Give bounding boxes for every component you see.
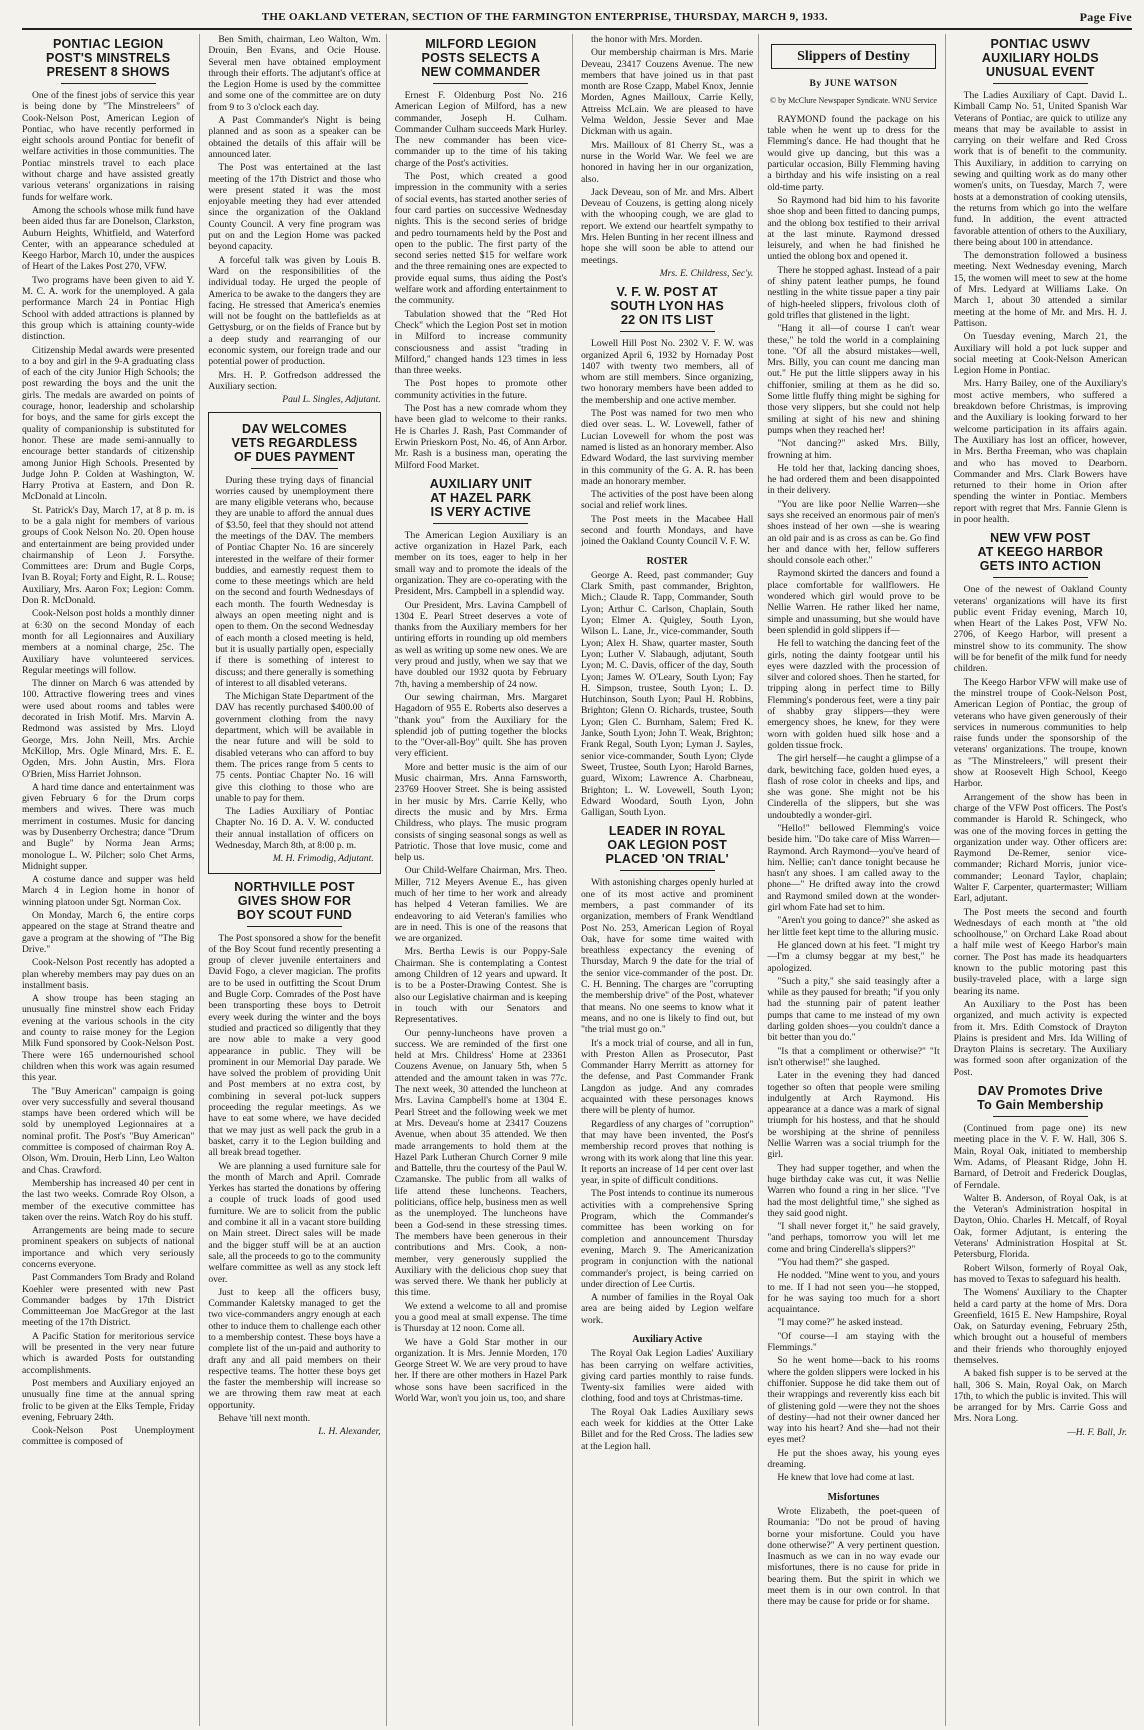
paragraph: Lowell Hill Post No. 2302 V. F. W. was organized April 6, 1932 by Hornaday Post 1407 with twenty two members, all of whom are still members. Since organizing, two honorary members have been added to the membership and one active member. — [580, 338, 754, 406]
headline — [581, 285, 753, 327]
paragraph: Mrs. Mailloux of 81 Cherry St., was a nurse in the World War. We feel we are honored in having her in our organization, also. — [580, 139, 754, 185]
headline-line: DAV WELCOMES — [242, 421, 347, 436]
paragraph: A baked fish supper is to be served at the hall, 306 S. Main, Royal Oak, on March 17th, to which the public is invited. This will be arranged for by Mrs. Carrie Goss and Mrs. Nora Long. — [953, 1368, 1127, 1425]
column-5 — [767, 34, 945, 1726]
headline-line: PLACED 'ON TRIAL' — [605, 852, 729, 867]
paragraph: The "Buy American" campaign is going over very successfully and several thousand stamps have been ordered which will be sold by unemployed Legionnaires at a nominal profit. The Post's "Buy American" committee is composed of chairman Roy A. Olson, Wm. Drouin, Herb Linn, Leo Walton and Chas. Crawford. — [22, 1085, 195, 1176]
headline-line: GIVES SHOW FOR — [237, 893, 352, 908]
paragraph: Ernest F. Oldenburg Post No. 216 American Legion of Milford, has a new commander, Joseph H. Culham. Commander Culham succeeds Mark Hurley. The new commander has been vice-commander up to the time of his taking charge of the Post's activities. — [394, 90, 567, 169]
headline — [395, 477, 567, 519]
paragraph: "You are like poor Nellie Warren—she says she received an enormous pair of men's shoes instead of her own —she is wearing an old pair and is as cross as can be. Go find her and dance with her, fellow sufferers should console each other." — [767, 498, 940, 567]
paragraph: Post members and Auxiliary enjoyed an unusually fine time at the annual spring frolic to be given at the Elks Temple, Friday evening, February 24th. — [22, 1377, 195, 1423]
headline-line: MILFORD LEGION — [425, 37, 537, 51]
article-dav-membership — [954, 1084, 1127, 1438]
headline-line: DAV Promotes Drive — [977, 1084, 1103, 1099]
story-title: Slippers of Destiny — [771, 44, 935, 69]
paragraph: He knew that love had come at last. — [777, 1472, 915, 1484]
headline-line: PONTIAC LEGION — [52, 37, 164, 51]
headline — [395, 37, 567, 79]
paragraph: He glanced down at his feet. "I might try—I'm a clumsy beggar at my best," he apologized. — [767, 939, 940, 974]
paragraph: An Auxiliary to the Post has been organized, and much activity is expected from it. Mrs. Edith Comstock of Drayton Plains is president and Mrs. Ida Willing of Drayton Plains is secretary. The Auxiliary was formed soon after organization of the Post. — [953, 998, 1127, 1078]
byline: By JUNE WATSON — [809, 79, 898, 90]
paragraph: The Ladies Auxiliary of Pontiac Chapter No. 16 D. A. V. W. conducted their annual installation of officers on Wednesday, March 8th, at 8:00 p. m. — [215, 806, 374, 851]
headline-line: V. F. W. POST AT — [616, 285, 718, 300]
paragraph: The Post meets the second and fourth Wednesdays of each month at "the old schoolhouse," on Orchard Lake Road about a half mile west of Keego Harbor's main corner. The Post has made its headquarters known to the public motoring past this busily-traveled place, with a large sign bearing its name. — [953, 906, 1127, 997]
paragraph: "Such a pity," she said teasingly after a while as they paused for breath; "if you only had the stunning pair of patent leather pumps that came to me instead of my own darling golden shoes—you couldn't dance a bit better than you do." — [767, 975, 940, 1044]
article-milford-legion — [395, 37, 567, 471]
masthead-title: THE OAKLAND VETERAN, SECTION OF THE FARMINGTON ENTERPRISE, THURSDAY, MARCH 9, 1933. — [261, 11, 828, 23]
paragraph: It's a mock trial of course, and all in fun, with Preston Allen as Prosecutor, Past Commander Harry Merritt as attorney for the defense, and Past Commander Frank Langdon as judge. And any comrades acquainted with these personages knows there will be plenty of humor. — [580, 1037, 754, 1117]
article-royal-oak — [581, 824, 753, 1452]
headline-line: To Gain Membership — [977, 1098, 1104, 1113]
subheading: Misfortunes — [827, 1491, 880, 1503]
paragraph: Our Child-Welfare Chairman, Mrs. Theo. Miller, 712 Meyers Avenue E., has given much of her time to her work and already has helped 4 Veteran families. We are endeavoring to aid Veteran's families who are in need. This is one of the reasons that we are organized. — [394, 865, 567, 945]
paragraph: Behave 'till next month. — [218, 1413, 311, 1425]
headline-rule — [61, 83, 156, 84]
paragraph: Mrs. Bertha Lewis is our Poppy-Sale Chairman. She is contemplating a Contest among Children of 12 years and upward. It is to be a Poster-Drawing Contest. She is also our Legislative chairman and is keeping in touch with our Senators and Representatives. — [394, 946, 567, 1026]
paragraph: "Is that a compliment or otherwise?" "It isn't otherwise!" she laughed. — [767, 1045, 940, 1068]
paragraph: He told her that, lacking dancing shoes, he had ordered them and been disappointed in their delivery. — [767, 462, 940, 497]
headline-line: NEW VFW POST — [990, 531, 1091, 546]
paragraph: With astonishing charges openly hurled at one of its most active and prominent members, a past commander of its organization, members of Frank Wendtland Post No. 253, American Legion of Royal Oak, have for some time waited with breathless expectancy the evening of Thursday, March 9 the date for the trial of the senior vice-commander of the post. Dr. C. H. Benning. The charges are "corrupting the membership drive" of the Post, whatever that means. No one seems to know what it means, and no one is likely to find out, but "the trial must go on." — [580, 877, 754, 1036]
headline — [954, 37, 1127, 79]
headline-line: UNUSUAL EVENT — [986, 65, 1095, 79]
signature: M. H. Frimodig, Adjutant. — [272, 853, 374, 865]
column-6 — [954, 34, 1132, 1726]
paragraph: The girl herself—he caught a glimpse of a dark, bewitching face, golden hued eyes, a flash of rose color in cheeks and lips, and she was gone. She might not be his Cinderella of the slippers, but she was undoubtedly a wonder-girl. — [767, 753, 940, 821]
headline-line: IS VERY ACTIVE — [430, 504, 531, 519]
paragraph: Walter B. Anderson, of Royal Oak, is at the Veteran's Administration hospital in Dayton, Ohio. Charles H. Metcalf, of Royal Oak, former Adjutant, is entering the Veterans' Administration Hospital at St. Petersburg, Florida. — [953, 1192, 1127, 1261]
paragraph: The Womens' Auxiliary to the Chapter held a card party at the home of Mrs. Dora Greenfield, 1615 E. New Hampshire, Royal Oak, on Saturday evening, February 25th, which brought out a houseful of members and their friends who thoroughly enjoyed themselves. — [953, 1287, 1127, 1366]
paragraph: Our membership chairman is Mrs. Marie Deveau, 23417 Couzens Avenue. The new members that have joined us in that past month are Rose Czapp, Mabel Knox, Jennie Morden, Agnes Mailloux, Carrie Kelly, Attreiss McLain. We are pleased to have Velma Weldon, Jessie Sever and Mae Dickman with us again. — [580, 47, 754, 138]
page-number: Page Five — [1079, 9, 1132, 24]
paragraph: Ben Smith, chairman, Leo Walton, Wm. Drouin, Ben Evans, and Ocie House. Several men have obtained employment through their efforts. The adjutant's office at the Legion Home is used by the committee and some one of the committee are on duty from 9 to 3 o'clock each day. — [208, 34, 381, 113]
paragraph: A Pacific Station for meritorious service will be presented in the very near future which is awarded Posts for outstanding accomplishments. — [22, 1330, 195, 1376]
headline-line: AUXILIARY UNIT — [429, 476, 532, 491]
article-misfortunes — [767, 1492, 939, 1608]
paragraph: Arrangements are being made to secure prominent speakers on subjects of national importance and which very seriously concerns everyone. — [22, 1225, 195, 1270]
headline-line: POSTS SELECTS A — [421, 51, 541, 65]
paragraph: We have a Gold Star mother in our organization. It is Mrs. Jennie Morden, 170 George Street W. We are very proud to have her. If there are other mothers in Hazel Park whose sons have been sacrificed in the World War, won't you join us, too, and share — [394, 1336, 567, 1405]
paragraph: We extend a welcome to all and promise you a good meal at small expense. The time is Thursday at 12 noon. Come all. — [394, 1300, 567, 1335]
headline-rule — [993, 83, 1088, 84]
paragraph: The Post meets in the Macabee Hall second and fourth Mondays, and have joined the Oakland County Council V. F. W. — [580, 513, 754, 548]
paragraph: On Tuesday evening, March 21, the Auxiliary will hold a pot luck supper and social meeting at Cook-Nelson American Legion Home in Pontiac. — [953, 331, 1127, 377]
headline-line: OF DUES PAYMENT — [233, 449, 356, 464]
paragraph: The Post, which created a good impression in the community with a series of social events, has started another series of four card parties on successive Wednesday nights. This is the second series of bridge and pedro tournaments held by the Post and open to the public. The first party of the second series netted $15 for welfare work and the three remaining ones are expected to provide equal sums, thus aiding the Post's welfare work and affording entertainment to the community. — [394, 171, 567, 307]
headline — [208, 880, 380, 922]
paragraph: The Keego Harbor VFW will make use of the minstrel troupe of Cook-Nelson Post, American Legion of Pontiac, the group of veterans who have given generously of their services in numerous communities to help raise funds under the sponsorship of the veterans' organizations. The troupe, known as "The Minstreleers," will present their show at Roosevelt High School, Keego Harbor. — [953, 676, 1127, 790]
headline-rule — [993, 1116, 1088, 1117]
paragraph: "Hello!" bellowed Flemming's voice beside him. "Do take care of Miss Warren—Raymond. Arch Raymond—you've heard of him. Nellie; can't dance tonight because he hasn't any shoes. I am called away to the phone—" He drifted away into the crowd and Raymond smiled down at the wonder-girl whom Fate had set to him. — [767, 823, 940, 914]
headline-line: AT KEEGO HARBOR — [977, 545, 1104, 560]
paragraph: Among the schools whose milk fund have been aided thus far are Donelson, Clarkston, Auburn Heights, Whitfield, and Waterford Center, with an appearance scheduled at Keego Harbor, March 10, under the auspices of Heart of the Lakes Post 270, VFW. — [22, 204, 195, 273]
paragraph: Just to keep all the officers busy, Commander Kaletsky managed to get the two vice-commanders angry enough at each other to induce them to challenge each other to a membership contest. These boys have a complete list of the un-paid and authority to draft any and all paid members on their respective teams. The hotter these boys get the faster the membership will increase so we are throwing them raw meat at each opportunity. — [208, 1286, 381, 1411]
subheading: Auxiliary Active — [632, 1333, 703, 1345]
paragraph: Two programs have been given to aid Y. M. C. A. work for the unemployed. A gala performance March 24 in Pontiac High School with added attractions is planned by this group which is attaining county-wide distinction. — [22, 274, 195, 343]
paragraph: We are planning a used furniture sale for the month of March and April. Comrade Yerkes has started the donations by offering a couple of truck loads of good used furniture. We are to solicit from the public and combine it all in a vacant store building on Main street. Direct sales will be made and the bigger stuff will be at an auction sale, all the proceeds to go to the community welfare committee as well as any stock left over. — [208, 1160, 381, 1285]
paragraph: The Post hopes to promote other community activities in the future. — [394, 378, 567, 401]
paragraph: Past Commanders Tom Brady and Roland Koehler were presented with new Past Commander badges by 17th District Committeeman Joe MacGregor at the last meeting of the 17th District. — [22, 1272, 195, 1329]
paragraph: On Monday, March 6, the entire corps appeared on the stage at Strand theatre and gave a program at the showing of "The Big Drive." — [22, 910, 195, 955]
paragraph: Our President, Mrs. Lavina Campbell of 1304 E. Pearl Street deserves a vote of thanks from the Auxiliary members for her untiring efforts in rounding up old members as well as writing up some new ones. We are very proud and justly, when we say that we have doubled our 1932 quota by February 7th, having a membership of 24 now. — [394, 599, 567, 690]
paragraph: "Hang it all—of course I can't wear these," he told the world in a complaining tone. "Of all the absurd mistakes—well, Mrs. Billy, you can count me dancing man out." He put the little slippers away in his chiffonier, smiling at them as he did so. Some little fluffy thing might be sighing for those very slippers, but she could not help smiling at sight of his new and shining pumps when they reached her! — [767, 323, 940, 436]
paragraph: So he went home—back to his rooms where the golden slippers were locked in his chiffonier. Suppose he did take them out of their wrappings and reverently kiss each bit of glistening gold —were they not the shoes of destiny—had not their owner danced her way into his heart? And she—had not their eyes met? — [767, 1355, 940, 1446]
paragraph: Citizenship Medal awards were presented to a boy and girl in the 9-A graduating class of each of the city Junior High Schools; the post rewarding the boys and the unit the girls. The medals are awarded on points of courage, honor, leadership and scholarship for boys, and the same for girls except the quality of companionship is substituted for honor. These are made semi-annually to encourage better standards of citizenship among Junior High Schools. Presented by Judge John P. Colden at Washington, W. Harry Protiva at Eastern, and Don R. McDonald at Lincoln. — [22, 344, 195, 503]
headline-line: NEW COMMANDER — [421, 65, 541, 79]
paragraph: The Post intends to continue its numerous activities with a comprehensive Spring Program, which the Commander's committee has been working on for completion and announcement Thursday evening, March 9. The Americanization program in conjunction with the national commander's project, is being carried on under direction of Lee Curtis. — [580, 1188, 754, 1290]
signature: —H. F. Ball, Jr. — [1067, 1426, 1127, 1438]
article-keego-harbor — [954, 531, 1127, 1078]
column-4 — [581, 34, 759, 1726]
headline — [22, 37, 194, 79]
article-south-lyon — [581, 285, 753, 818]
paragraph: A number of families in the Royal Oak area are being aided by Legion welfare work. — [580, 1292, 754, 1326]
paragraph: More and better music is the aim of our Music chairman, Mrs. Anna Farnsworth, 23769 Hoover Street. She is being assisted in her music by Mrs. Carrie Kelly, who directs the music and by Mrs. Erma Childress, who plays. The music program consists of singing seasonal songs as well as Patriotic. Those that love music, come and help us. — [394, 761, 567, 864]
headline-line: PRESENT 8 SHOWS — [46, 65, 170, 79]
paragraph: Cook-Nelson post holds a monthly dinner at 6:30 on the second Monday of each month for all Legionnaires and Auxiliary members at a nominal charge, 25c. The Auxiliary have volunteered services. Regular meetings will follow. — [22, 608, 195, 676]
paragraph: Arrangement of the show has been in charge of the VFW Post officers. The Post's commander is Harold R. Schingeck, who was one of the moving forces in getting the organization under way. Other officers are: Raymond De-Remer, senior vice-commander; Richard Morris, junior vice-commander; Leonard Taylor, chaplain; Walter F. Carpenter, quartermaster; William Earl, adjutant. — [953, 791, 1127, 905]
headline-rule — [251, 468, 338, 469]
paragraph: A Past Commander's Night is being planned and as soon as a speaker can be obtained the details of this affair will be announced later. — [208, 115, 381, 160]
paragraph: The Post has a new comrade whom they have been glad to welcome to their ranks. He is Charles J. Rash, Past Commander of Erwin Prieskorn Post, No. 46, of Ann Arbor. Mr. Rash is a business man, operating the Milford Food Market. — [394, 403, 567, 471]
paragraph: The Royal Oak Ladies Auxiliary sews each week for kiddies at the Otter Lake Billet and for the Red Cross. The ladies sew at the Legion hall. — [580, 1406, 754, 1452]
headline-line: POST'S MINSTRELS — [46, 51, 171, 65]
paragraph: RAYMOND found the package on his table when he went up to dress for the Flemming's dance. He had thought that he would give up dancing, but this was a particular occasion, Billy Flemming having a birthday and his wife insisting on a real old-time party. — [767, 113, 940, 193]
headline-line: VETS REGARDLESS — [231, 435, 358, 450]
paragraph: "Of course—I am staying with the Flemmings." — [767, 1330, 940, 1354]
article-pontiac-legion — [22, 37, 194, 1448]
paragraph: He fell to watching the dancing feet of the girls, noting the dainty footgear until his eyes were dazzled with the procession of silver and colored shoes. Then he started, for tripping along in perfect time to Billy Flemming's ponderous feet, were a tiny pair of shabby gray slippers—they were emergency shoes, he knew, for they were worn with golden hued silk hose and a golden tissue frock. — [767, 638, 940, 751]
paragraph: Cook-Nelson Post Unemployment committee is composed of — [22, 1425, 195, 1448]
paragraph: Robert Wilson, formerly of Royal Oak, has moved to Texas to safeguard his health. — [953, 1262, 1127, 1285]
paragraph: "You had them?" she gasped. — [777, 1256, 890, 1268]
headline-rule — [433, 523, 528, 524]
headline-line: AUXILIARY HOLDS — [981, 51, 1099, 65]
paragraph: St. Patrick's Day, March 17, at 8 p. m. is to be a gala night for members of various groups of Cook Nelson No. 20. Open house and entertainment are being provided under chairmanship of Leon J. Forsythe. Committees are: Drum and Bugle Corps, Ivan B. Royal; Forty and Eight, R. L. Rouse; Auxiliary, Mrs. Aaron Fox; Legion: Comm. Don R. McDonald. — [22, 504, 195, 607]
paragraph: Jack Deveau, son of Mr. and Mrs. Albert Deveau of Couzens, is getting along nicely with the whooping cough, we are glad to report. We extend our heartfelt sympathy to Mrs. Helen Bunting in her recent illness and hope she will soon be able to attend our meetings. — [580, 186, 754, 266]
paragraph: The Post was entertained at the last meeting of the 17th District and those who were present stated it was the most enjoyable meeting they had ever attended since the organization of the Oakland County Council. A very fine program was put on and the Legion Home was packed beyond capacity. — [208, 162, 381, 253]
paragraph: The Ladies Auxiliary of Capt. David L. Kimball Camp No. 51, United Spanish War Veterans of Pontiac, are quick to utilize any means that may be available to assist in carrying on their welfare and Red Cross work that is of benefit to the community. This Auxiliary, in addition to carrying on sewing and quilting work as do many other women's units, on Tuesday, March 7, were hosts at a demonstration of cooking utensils, the returns from which go into the welfare fund. In addition, the event attracted favorable attention of others to the Auxiliary, there being about 100 in attendance. — [953, 90, 1127, 248]
headline-line: AT HAZEL PARK — [430, 490, 532, 505]
paragraph: A show troupe has been staging an unusually fine minstrel show each Friday evening at the various schools in the city and county to raise money for the Legion Milk Fund sponsored by Cook-Nelson Post. There were 165 undernourished school children when this work was again resumed this year. — [22, 993, 195, 1084]
headline — [581, 824, 753, 866]
paragraph: During these trying days of financial worries caused by unemployment there are many eligible veterans who, because they are unable to afford the annual dues of $3.50, feel that they should not attend the meetings of the DAV. The members of Pontiac Chapter No. 16 are sincerely interested in the welfare of their former buddies, and earnestly request them to come to these meetings which are held on the second and fourth Wednesdays of each month. The fourth Wednesday is always an open meeting night and is open to them. On the second Wednesday of each month a closed meeting is held, but it is usually partially open, especially if there is something of interest to discuss; and there generally is something of interest to all disabled veterans. — [215, 474, 374, 689]
paragraph: He put the shoes away, his young eyes dreaming. — [767, 1447, 940, 1471]
headline-line: GETS INTO ACTION — [979, 559, 1101, 574]
paragraph: "I may come?" he asked instead. — [777, 1317, 903, 1329]
headline-line: PONTIAC USWV — [990, 37, 1091, 51]
signature: Mrs. E. Childress, Sec'y. — [659, 267, 754, 279]
paragraph: Cook-Nelson Post recently has adopted a plan whereby members may pay dues on an installment basis. — [22, 957, 195, 991]
article-northville-post — [208, 880, 380, 1438]
paragraph: The Post sponsored a show for the benefit of the Boy Scout fund recently presenting a group of clever juvenile entertainers and David Fogo, a clever magician. The profits are to be used in outfitting the Scout Drum and Bugle Corp. Comrades of the Post have been transporting these boys to Detroit every week during the winter and the boys studied and practiced so diligently that they are now able to make a very good appearance in public. They will be prominent in our Memorial Day parade. We have solved the problem of providing Unit and Post members at no extra cost, by combining in several pot-luck suppers proceeding the regular meetings. As we have to eat some where, we have decided that we may just as well pack the grub in a basket, carry it to the Legion building and all break bread together. — [208, 932, 381, 1159]
paragraph: (Continued from page one) its new meeting place in the V. F. W. Hall, 306 S. Main, Royal Oak, initiated to membership Wm. Adams, of Pleasant Ridge, John H. Barnard, of Detroit and Frederick Douglas, of Ferndale. — [953, 1123, 1127, 1191]
signature: L. H. Alexander, — [318, 1426, 381, 1438]
roster-heading: ROSTER — [646, 555, 688, 567]
headline-line: 22 ON ITS LIST — [620, 313, 714, 328]
paragraph: The Michigan State Department of the DAV has recently purchased $400.00 of government clothing from the navy department, which will be available in the near future and will be sold to disabled veterans who can afford to buy them. The prices range from 5 cents to 75 cents. Pontiac Chapter No. 16 will give this clothing to those who are unable to pay for them. — [215, 691, 374, 804]
headline-line: NORTHVILLE POST — [234, 879, 355, 894]
headline-line: LEADER IN ROYAL — [608, 824, 726, 839]
paragraph: He nodded. "Mine went to you, and yours to me. If I had not seen you—he stopped, for he was saying too much for a short acquaintance. — [767, 1270, 940, 1316]
paragraph: Tabulation showed that the "Red Hot Check" which the Legion Post set in motion in Milford to increase community consciousness and assist "trading in Milford," changed hands 123 times in less than three weeks. — [394, 308, 567, 377]
headline-rule — [620, 870, 715, 871]
paragraph: One of the newest of Oakland County veterans' organizations will have its first public event Friday evening, March 10, when Heart of the Lakes Post, VFW No. 2706, of Keego Harbor, will present a minstrel show to its community. The show will be for benefit of the milk fund for needy children. — [953, 584, 1127, 675]
paragraph: There he stopped aghast. Instead of a pair of shiny patent leather pumps, he found nestling in the white tissue paper a tiny pair of high-heeled slippers, frivolous cloth of gold trifles that glistened in the light. — [767, 264, 940, 321]
paragraph: "Not dancing?" asked Mrs. Billy, frowning at him. — [767, 438, 940, 461]
column-1 — [22, 34, 200, 1726]
paragraph: "I shall never forget it," he said gravely, "and perhaps, tomorrow you will let me come and bring Cinderella's slippers?" — [767, 1221, 940, 1255]
paragraph: the honor with Mrs. Morden. — [590, 34, 703, 45]
headline-line: OAK LEGION POST — [607, 838, 727, 853]
paragraph: So Raymond had bid him to his favorite shoe shop and been fitted to dancing pumps, and the oblong box testified to their arrival at the last minute. Raymond dressed leisurely, and when he had finished he untied the oblong box and opened it. — [767, 194, 940, 263]
paragraph: Mrs. Harry Bailey, one of the Auxiliary's most active members, who suffered a breakdown before Christmas, is improving and the Auxiliary is looking forward to her welcome participation in its affairs again. The Auxiliary has lost an officer, however, in Mrs. Bertha Freeman, who was chaplain and who has moved to Dearborn. Commander and Mrs. Clark Bowers have returned to their home in Orion after spending the winter in Pontiac. Members report with regret that Mrs. Fannie Glenn is in poor health. — [953, 378, 1127, 525]
article-pontiac-legion-cont — [208, 34, 380, 406]
paragraph: The demonstration followed a business meeting. Next Wednesday evening, March 15, the women will meet to sew at the home of Mrs. Ledyard at Williams Lake. On March 1, about 30 attended a similar meeting at the home of Mr. and Mrs. H. J. Pattison. — [953, 250, 1127, 329]
paragraph: Our sewing chairman, Mrs. Margaret Hagadorn of 955 E. Roberts also deserves a "thank you" from the Auxiliary for the splendid job of putting together the blocks to the "Over-all-Boy" quilt. She has proven very efficient. — [394, 691, 567, 760]
headline — [954, 531, 1127, 573]
syndicate-credit: © by McClure Newspaper Syndicate. WNU Service — [769, 95, 937, 105]
article-hazel-park — [395, 477, 567, 1405]
paragraph: A hard time dance and entertainment was given February 6 for the Drum corps members and wives. There was much merriment in costumes. Music for dancing was by Dusenberry Orchestra; dance "Drum and Bugle" by Norma Jean Arms; monologue L. W. Pilcher; solo Chet Arms, Midnight supper. — [22, 781, 195, 872]
headline-rule — [247, 926, 342, 927]
headline-rule — [620, 331, 715, 332]
signature: Paul L. Singles, Adjutant. — [282, 394, 381, 406]
paragraph: Our penny-luncheons have proven a success. We are reminded of the first one held at Mrs. Childress' Home at 23361 Couzens Avenue, on January 5th, when 5 attended and the amount taken in was 77c. The next week, 30 attended the luncheon at Mrs. Lavina Campbell's home at 1304 E. Pearl Street and the following week we met at Mrs. Deveau's home at 23417 Couzens Avenue, when about 35 attended. We then made arrangements to hold them at the Hazel Park Lutheran Church Corner 9 mile and Battelle, thru the courtesy of the Paul W. Czamanske. The public from all walks of life attend these luncheons. Teachers, politicians, office help, business men as well as the unemployed. The luncheons have been a God-send in these stressing times. The members have been generous in their contributions and Mrs. Cook, a non-member, very generously supplied the Auxiliary with the delicious chop suey that was served there. We thank her publicly at this time. — [394, 1027, 567, 1299]
paragraph: Mrs. H. P. Gotfredson addressed the Auxiliary section. — [208, 369, 381, 392]
paragraph: "Aren't you going to dance?" she asked as her little feet kept time to the alluring music. — [767, 915, 940, 938]
paragraph: A forceful talk was given by Louis B. Ward on the responsibilities of the individual today. He urged the people of America to be awake to the dangers they are facing. He stressed that America's enemies will not be fought on the battlefields as at Gettysburg, or on the fields of France but by a deep study and rearranging of our economic system, our foreign trade and our potential power of production. — [208, 254, 381, 368]
headline — [954, 1084, 1127, 1112]
column-2 — [208, 34, 386, 1726]
paragraph: The American Legion Auxiliary is an active organization in Hazel Park, each member on its toes, eager to help in her small way and to promote the ideals of the organization. They are co-operating with the President, Mrs. Campbell in a splendid way. — [394, 529, 567, 598]
paragraph: The dinner on March 6 was attended by 100. Attractive flowering trees and vines were used about rooms and tables were decorated in Irish Motif. Mrs. Marvin A. Redmond was assisted by Mrs. Lloyd George, Mrs. John Neill, Mrs. Archie McKillop, Mrs. Ogle Minard, Mrs. E. E. Ogden, Mrs. John Austin, Mrs. Flora O'Brien, Miss Harriet Johnson. — [22, 678, 195, 780]
paragraph: The Post was named for two men who died over seas. L. W. Lovewell, father of Lucian Lovewell for whom the post was named is listed as an honorary member. Also Edward Wodard, the last surviving member in this community of the G. A. R. has been made an honorary member. — [580, 408, 754, 487]
headline-line: BOY SCOUT FUND — [236, 907, 353, 922]
headline — [215, 422, 373, 464]
paragraph: Regardless of any charges of "corruption" that may have been invented, the Post's membership record proves that nothing is wrong with its work along that line this year. It reports an increase of 14 per cent over last year, in spite of difficult conditions. — [580, 1118, 754, 1187]
article-slippers-of-destiny — [767, 114, 939, 1484]
paragraph: They had supper together, and when the huge birthday cake was cut, it was Nellie Warren who found a ring in her slice. "I've had the most delightful time," she sighed as they said good night. — [767, 1162, 940, 1219]
paragraph: A costume dance and supper was held March 4 in Legion home in honor of winning platoon under Sgt. Norman Cox. — [22, 874, 195, 908]
paragraph: Membership has increased 40 per cent in the last two weeks. Comrade Roy Olson, a member of the executive committee has taken over the reins. Watch Roy do his stuff. — [22, 1177, 195, 1223]
headline-rule — [433, 83, 528, 84]
masthead — [22, 6, 1132, 30]
column-3 — [395, 34, 573, 1726]
headline-rule — [993, 577, 1088, 578]
paragraph: Later in the evening they had danced together so often that people were smiling indulgently at Arch Raymond. His appearance at a dance was a mark of signal triumph for his hostess, and that he should be worshiping at the shrine of penniless Nellie Warren was a social triumph for the girl. — [767, 1070, 940, 1161]
paragraph: The activities of the post have been along social and relief work lines. — [580, 489, 754, 512]
columns — [22, 34, 1132, 1726]
paragraph: The Royal Oak Legion Ladies' Auxiliary has been carrying on welfare activities, giving card parties monthly to raise funds. Twenty-six families were aided with clothing, food and toys at Christmas-time. — [580, 1348, 754, 1405]
article-hazel-park-cont — [581, 34, 753, 279]
headline-line: SOUTH LYON HAS — [610, 299, 724, 314]
article-dav-welcomes — [208, 412, 380, 874]
article-pontiac-uswv — [954, 37, 1127, 525]
paragraph: George A. Reed, past commander; Guy Clark Smith, past commander, Brighton, Mich.; Claude R. Tapp, Commander, South Lyon; Arthur C. Carlson, Chaplain, South Lyon; Elmer A. Quigley, South Lyon, Wilson L. Lane, Jr., vice-commander, South Lyon; Alex H. Shaw, quarter master, South Lyon; Luther V. Slabaugh, adjutant, South Lyon; M. C. Davis, officer of the day, South Lyon; James W. O'Leary, South Lyon; Fay H. Simpson, trustee, South Lyon; L. D. Hutchinson, South Lyon; Paul H. Robbins, Brighton; Glenn O. Richards, trustee, South Lyon; Glen C. Burnham, Salem; Fred K. Janke, South Lyon; John T. Weak, Brighton; Frank Regal, South Lyon; Lyman J. Sayles, senior vice-commander, South Lyon; Clyde Sweet, Trustee, South Lyon; Harold Barnes, guard, Wixom; Lawrence A. Charbneau, Brighton; L. W. Lovewell, South Lyon; Edward Woodard, South Lyon, John Galligan, South Lyon. — [580, 569, 754, 819]
paragraph: One of the finest jobs of service this year is being done by "The Minstreleers" of Cook-Nelson Post, American Legion of Pontiac, who have recently performed in eight schools around Pontiac for benefit of welfare activities in those communities. The Pontiac minstrels travel to each place without charge and have assisted greatly various veterans' organizations in raising funds for welfare work. — [22, 90, 195, 203]
paragraph: Wrote Elizabeth, the poet-queen of Roumania: "Do not be proud of having borne your misfortune. Could you have done otherwise?" A very pertinent question. Inasmuch as we can in no way evade our misfortunes, there is no cause for pride in bearing them. But the spirit in which we meet them is in our own control. In that there may be cause for pride or for shame. — [767, 1505, 940, 1608]
paragraph: Raymond skirted the dancers and found a place comfortable for wallflowers. He wondered which girl would prove to be Nellie Warren. He rather liked her name, simple and unassuming, but she would have been splendid in gold slippers if— — [767, 568, 940, 636]
